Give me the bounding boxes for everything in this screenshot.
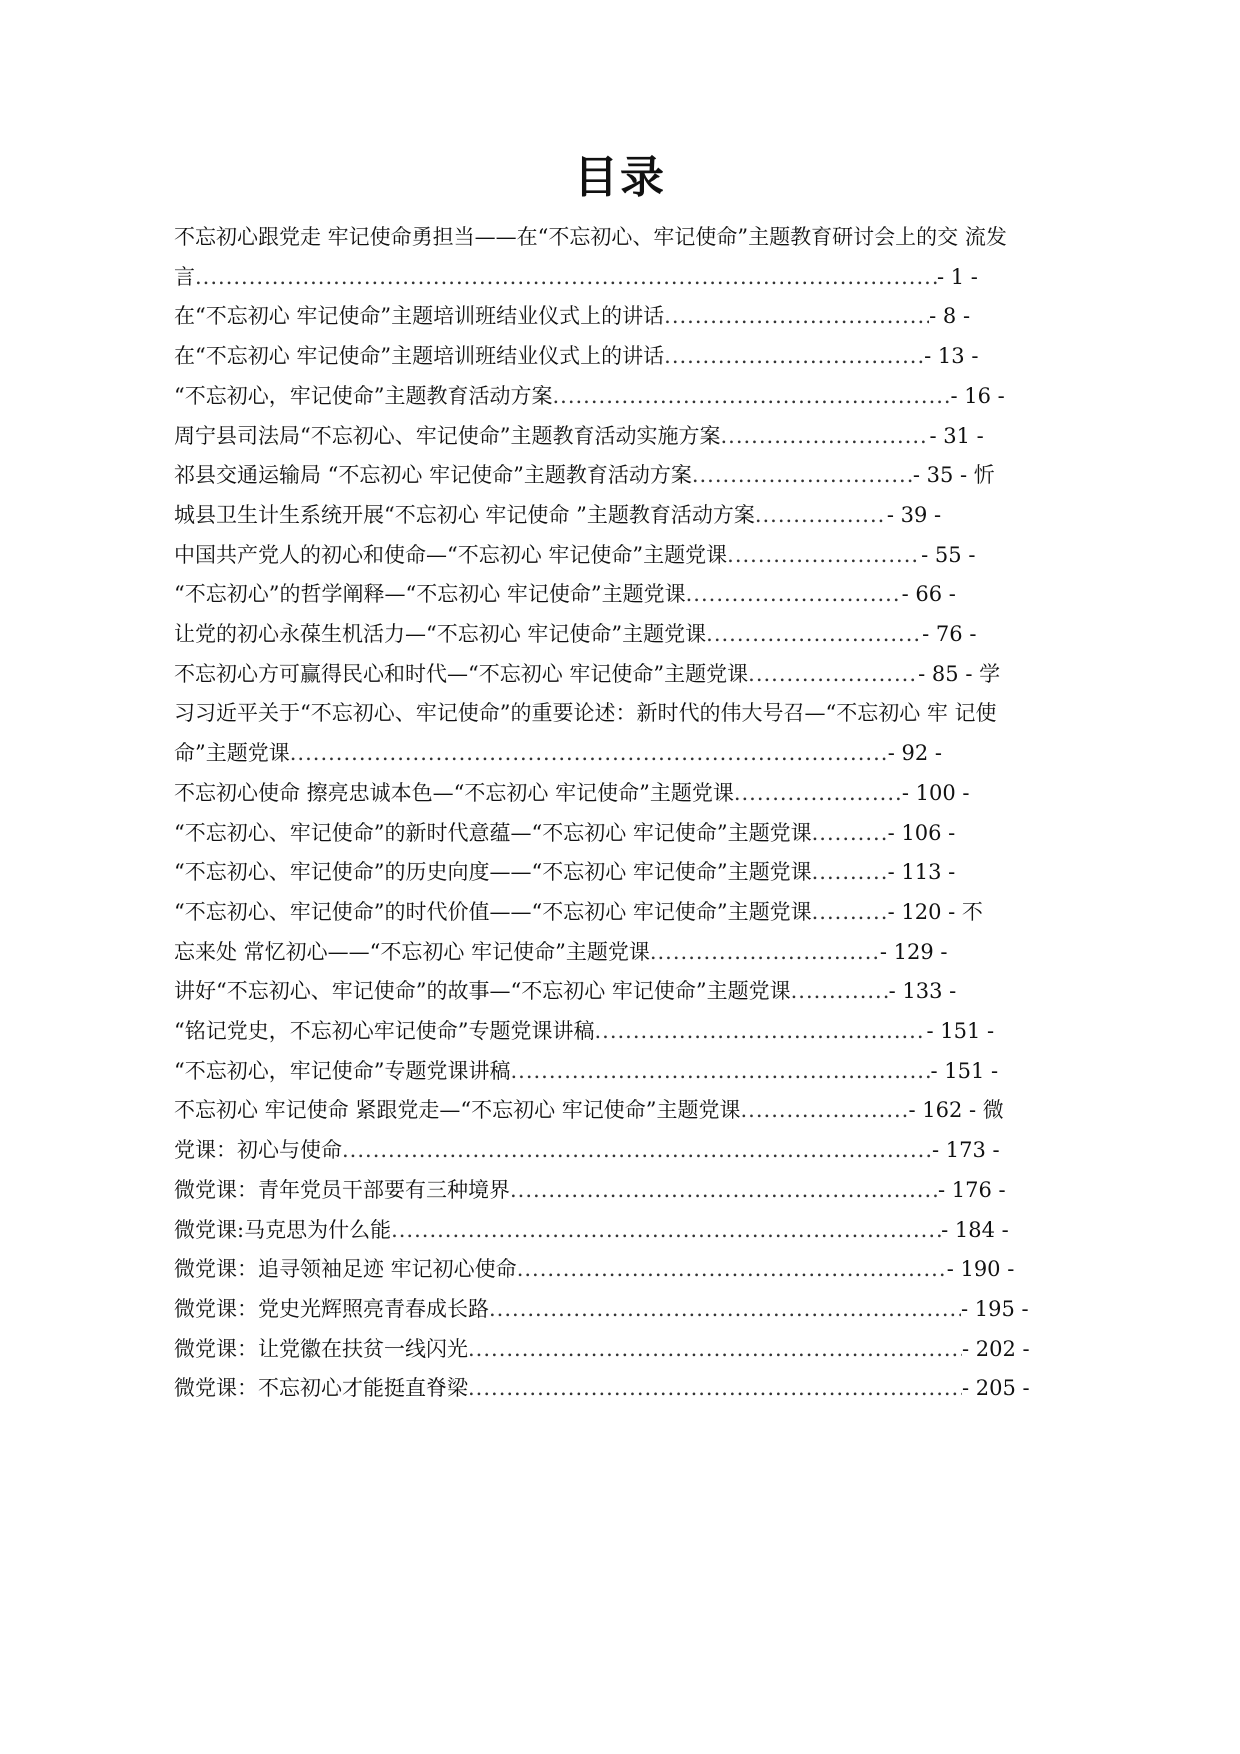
- toc-entry-title: 微党课：党史光辉照亮青春成长路: [174, 1296, 489, 1321]
- toc-entry-title: 忘来处 常忆初心——“不忘初心 牢记使命”主题党课: [174, 939, 650, 964]
- toc-entry[interactable]: [174, 218, 1074, 258]
- toc-page-number: - 202 -: [962, 1336, 1030, 1361]
- toc-entry[interactable]: [174, 1211, 1074, 1251]
- toc-entry-title: 不忘初心使命 擦亮忠诚本色—“不忘初心 牢记使命”主题党课: [174, 780, 734, 805]
- toc-page-number: - 162 - 微: [908, 1098, 1004, 1123]
- dot-leader: [812, 814, 888, 854]
- toc-entry[interactable]: [174, 297, 1074, 337]
- toc-entry-title: “不忘初心、牢记使命”的历史向度——“不忘初心 牢记使命”主题党课: [174, 860, 812, 885]
- dot-leader: [468, 1330, 962, 1370]
- toc-entry[interactable]: [174, 377, 1074, 417]
- toc-entry-title: 在“不忘初心 牢记使命”主题培训班结业仪式上的讲话: [174, 344, 665, 369]
- toc-page-number: - 85 - 学: [918, 661, 1001, 686]
- toc-entry[interactable]: [174, 1290, 1074, 1330]
- toc-entry-title: 微党课：追寻领袖足迹 牢记初心使命: [174, 1257, 517, 1282]
- toc-page-number: - 55 -: [921, 542, 976, 567]
- toc-page-number: - 1 -: [937, 264, 978, 289]
- dot-leader: [594, 1012, 926, 1052]
- dot-leader: [342, 1131, 932, 1171]
- toc-entry-title: 命”主题党课: [174, 741, 290, 766]
- toc-entry-title: 党课：初心与使命: [174, 1138, 342, 1163]
- toc-entry[interactable]: [174, 615, 1074, 655]
- toc-page-number: - 129 -: [879, 939, 948, 964]
- dot-leader: [664, 337, 924, 377]
- toc-entry-title: “不忘初心”的哲学阐释—“不忘初心 牢记使命”主题党课: [174, 582, 686, 607]
- toc-entry-title: “不忘初心、牢记使命”的新时代意蕴—“不忘初心 牢记使命”主题党课: [174, 820, 812, 845]
- toc-page-number: - 39 -: [886, 502, 942, 527]
- toc-entry[interactable]: [174, 417, 1074, 457]
- toc-entry[interactable]: [174, 1171, 1074, 1211]
- table-of-contents: [174, 218, 1074, 1409]
- toc-entry-title: 在“不忘初心 牢记使命”主题培训班结业仪式上的讲话: [174, 304, 665, 329]
- dot-leader: [791, 972, 889, 1012]
- toc-entry-title: 习习近平关于“不忘初心、牢记使命”的重要论述：新时代的伟大号召—“不忘初心 牢 记使: [174, 701, 997, 726]
- dot-leader: [692, 456, 913, 496]
- dot-leader: [510, 1052, 930, 1092]
- toc-entry-title: 讲好“不忘初心、牢记使命”的故事—“不忘初心 牢记使命”主题党课: [174, 979, 791, 1004]
- toc-page-number: - 190 -: [946, 1257, 1015, 1282]
- dot-leader: [720, 417, 929, 457]
- dot-leader: [650, 933, 880, 973]
- toc-entry[interactable]: [174, 1330, 1074, 1370]
- dot-leader: [664, 297, 929, 337]
- toc-entry[interactable]: [174, 1250, 1074, 1290]
- toc-entry-title: 周宁县司法局“不忘初心、牢记使命”主题教育活动实施方案: [174, 423, 721, 448]
- toc-page-number: - 184 -: [941, 1217, 1009, 1242]
- toc-page-number: - 113 -: [887, 860, 956, 885]
- toc-entry[interactable]: [174, 1091, 1074, 1131]
- toc-entry[interactable]: [174, 774, 1074, 814]
- dot-leader: [391, 1211, 941, 1251]
- toc-entry-title: 微党课:马克思为什么能: [174, 1217, 392, 1242]
- dot-leader: [812, 853, 888, 893]
- toc-entry-title: 微党课：青年党员干部要有三种境界: [174, 1177, 510, 1202]
- toc-entry[interactable]: [174, 1012, 1074, 1052]
- toc-page-number: - 35 - 忻: [912, 463, 995, 488]
- page-title: 目录: [574, 152, 666, 203]
- toc-page-number: - 176 -: [938, 1177, 1006, 1202]
- toc-entry[interactable]: [174, 496, 1074, 536]
- dot-leader: [741, 1091, 909, 1131]
- toc-entry[interactable]: [174, 536, 1074, 576]
- toc-page-number: - 205 -: [962, 1376, 1030, 1401]
- dot-leader: [755, 496, 887, 536]
- toc-page-number: - 151 -: [926, 1019, 995, 1044]
- toc-page-number: - 195 -: [961, 1296, 1029, 1321]
- toc-entry-title: “不忘初心，牢记使命”主题教育活动方案: [174, 383, 553, 408]
- toc-page-number: - 100 -: [901, 780, 970, 805]
- dot-leader: [510, 1171, 938, 1211]
- toc-entry-title: 言: [174, 264, 195, 289]
- toc-page-number: - 151 -: [930, 1058, 999, 1083]
- toc-entry-title: 微党课：让党徽在扶贫一线闪光: [174, 1336, 468, 1361]
- toc-entry-title: 城县卫生计生系统开展“不忘初心 牢记使命 ”主题教育活动方案: [174, 502, 755, 527]
- toc-entry[interactable]: [174, 972, 1074, 1012]
- toc-page-number: - 66 -: [901, 582, 956, 607]
- toc-entry[interactable]: [174, 1369, 1074, 1409]
- toc-entry-title: “不忘初心、牢记使命”的时代价值——“不忘初心 牢记使命”主题党课: [174, 899, 812, 924]
- toc-entry-title: “不忘初心，牢记使命”专题党课讲稿: [174, 1058, 511, 1083]
- dot-leader: [734, 774, 902, 814]
- toc-entry-title: 不忘初心方可赢得民心和时代—“不忘初心 牢记使命”主题党课: [174, 661, 749, 686]
- toc-entry[interactable]: [174, 575, 1074, 615]
- toc-page-number: - 106 -: [887, 820, 956, 845]
- toc-page-number: - 173 -: [932, 1138, 1000, 1163]
- toc-entry[interactable]: [174, 734, 1074, 774]
- toc-entry[interactable]: [174, 933, 1074, 973]
- toc-entry-title: 祁县交通运输局 “不忘初心 牢记使命”主题教育活动方案: [174, 463, 692, 488]
- toc-entry-title: 微党课：不忘初心才能挺直脊梁: [174, 1376, 468, 1401]
- toc-entry[interactable]: [174, 1052, 1074, 1092]
- dot-leader: [748, 655, 918, 695]
- toc-entry[interactable]: [174, 337, 1074, 377]
- toc-entry-title: 不忘初心 牢记使命 紧跟党走—“不忘初心 牢记使命”主题党课: [174, 1098, 741, 1123]
- toc-entry-title: 不忘初心跟党走 牢记使命勇担当——在“不忘初心、牢记使命”主题教育研讨会上的交 流发: [174, 225, 1007, 249]
- toc-entry[interactable]: [174, 456, 1074, 496]
- toc-entry[interactable]: [174, 655, 1074, 695]
- dot-leader: [517, 1250, 947, 1290]
- toc-entry[interactable]: [174, 853, 1074, 893]
- dot-leader: [686, 575, 902, 615]
- dot-leader: [195, 258, 937, 298]
- toc-entry[interactable]: [174, 814, 1074, 854]
- toc-page-number: - 16 -: [950, 383, 1005, 408]
- toc-entry-title: 中国共产党人的初心和使命—“不忘初心 牢记使命”主题党课: [174, 542, 728, 567]
- toc-page-number: - 92 -: [887, 741, 943, 766]
- dot-leader: [468, 1369, 962, 1409]
- dot-leader: [727, 536, 921, 576]
- toc-entry[interactable]: [174, 694, 1074, 734]
- dot-leader: [552, 377, 950, 417]
- toc-page-number: - 8 -: [929, 304, 971, 329]
- toc-page-number: - 120 - 不: [887, 899, 983, 924]
- toc-page-number: - 13 -: [924, 344, 979, 369]
- toc-entry[interactable]: [174, 893, 1074, 933]
- dot-leader: [812, 893, 888, 933]
- toc-entry-title: 让党的初心永葆生机活力—“不忘初心 牢记使命”主题党课: [174, 622, 707, 647]
- toc-page-number: - 31 -: [929, 423, 984, 448]
- toc-page-number: - 76 -: [922, 622, 977, 647]
- toc-entry[interactable]: [174, 258, 1074, 298]
- dot-leader: [706, 615, 922, 655]
- toc-entry[interactable]: [174, 1131, 1074, 1171]
- toc-entry-title: “铭记党史，不忘初心牢记使命”专题党课讲稿: [174, 1019, 595, 1044]
- dot-leader: [290, 734, 888, 774]
- dot-leader: [489, 1290, 961, 1330]
- toc-page-number: - 133 -: [888, 979, 957, 1004]
